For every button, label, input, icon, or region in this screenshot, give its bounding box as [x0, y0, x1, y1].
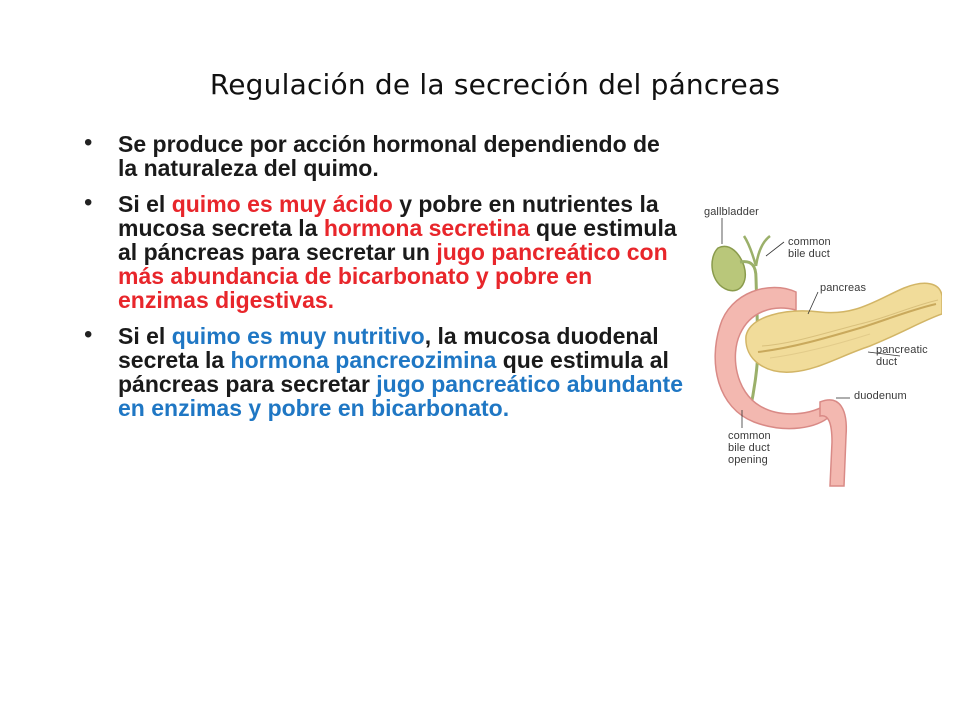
label-common-bile-duct: common bile duct [788, 236, 831, 260]
label-gallbladder: gallbladder [704, 206, 759, 218]
highlight-nutritive-chyme: quimo es muy nutritivo [171, 323, 425, 349]
label-pancreatic-duct: pancreatic duct [876, 344, 928, 368]
bullet-list [84, 129, 684, 432]
bullet-item [84, 129, 684, 181]
bullet-text [118, 191, 677, 313]
label-duodenum: duodenum [854, 390, 907, 402]
page-title: Regulación de la secreción del páncreas [209, 68, 781, 101]
highlight-secretin: hormona secretina [323, 215, 530, 241]
bullet-item [84, 189, 684, 313]
highlight-acid-chyme: quimo es muy ácido [171, 191, 393, 217]
label-common-bile-duct-opening: common bile duct opening [728, 430, 771, 466]
bullet-segment: Se produce por acción hormonal dependiendo de la naturaleza del quimo. [118, 131, 660, 181]
bullet-segment: Si el [118, 191, 172, 217]
bullet-item [84, 321, 684, 421]
bullet-dot: • [84, 189, 93, 216]
label-pancreas: pancreas [820, 282, 867, 294]
highlight-enzyme-juice: jugo pancreático abundante en enzimas y pobre en bicarbonato [118, 371, 683, 421]
bullet-segment: que estimula al páncreas para secretar [118, 347, 669, 397]
bullet-segment: que estimula al páncreas para secretar un [118, 215, 677, 265]
bullet-segment: y pobre en nutrientes la mucosa secreta la [118, 191, 659, 241]
bullet-segment: , la mucosa duodenal secreta la [118, 323, 659, 373]
highlight-pancreozymin: hormona pancreozimina [230, 347, 497, 373]
pancreas-diagram [700, 196, 942, 494]
bullet-segment: . [502, 395, 510, 421]
gallbladder-shape [712, 246, 745, 290]
bullet-text [118, 323, 683, 421]
bullet-dot: • [84, 321, 93, 348]
bullet-text [118, 131, 660, 181]
bullet-segment: Si el [118, 323, 172, 349]
highlight-bicarbonate-juice: jugo pancreático con más abundancia de bicarbonato y pobre en enzimas digestivas. [118, 239, 668, 313]
bullet-dot: • [84, 129, 93, 156]
